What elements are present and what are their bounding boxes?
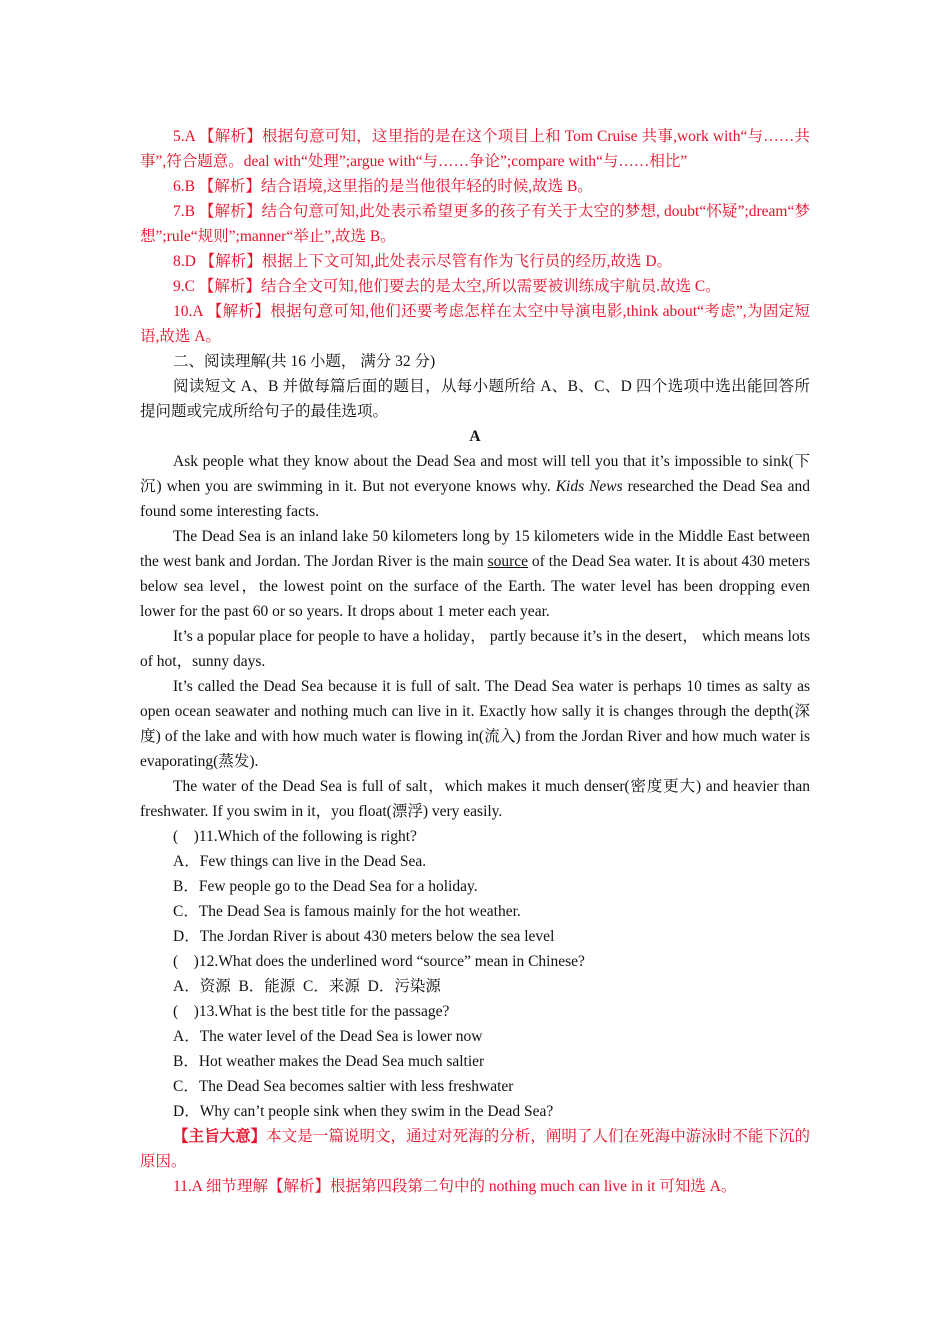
analysis-q10: 10.A 【解析】根据句意可知,他们还要考虑怎样在太空中导演电影,think about“考虑”,为固定短语,故选 A。	[140, 303, 810, 345]
analysis-q8: 8.D 【解析】根据上下文可知,此处表示尽管有作为飞行员的经历,故选 D。	[173, 253, 673, 270]
passage-paragraph-1	[140, 449, 810, 524]
section-instructions: 阅读短文 A、B 并做每篇后面的题目，从每小题所给 A、B、C、D 四个选项中选出能回答所提问题或完成所给句子的最佳选项。	[140, 378, 810, 420]
document-page	[140, 124, 810, 1199]
analysis-q6: 6.B 【解析】结合语境,这里指的是当他很年轻的时候,故选 B。	[173, 178, 593, 195]
section-title: 二、阅读理解(共 16 小题， 满分 32 分)	[173, 353, 436, 370]
passage-label: A	[469, 428, 481, 445]
question-11-option-d: D．The Jordan River is about 430 meters below the sea level	[173, 928, 555, 945]
question-13-option-b: B．Hot weather makes the Dead Sea much saltier	[173, 1053, 485, 1070]
passage-p1-text-a: Ask people what they know about the Dead Sea and most will tell you that it’s impossible to sink(下沉) when you are swimming in it. But not everyone knows why.	[140, 453, 810, 495]
analysis-q7: 7.B 【解析】结合句意可知,此处表示希望更多的孩子有关于太空的梦想, doubt“怀疑”;dream“梦想”;rule“规则”;manner“举止”,故选 B。	[140, 203, 810, 245]
question-12-options: A．资源 B．能源 C．来源 D．污染源	[173, 978, 441, 995]
question-13-stem: ( )13.What is the best title for the passage?	[173, 1003, 450, 1020]
question-11-stem: ( )11.Which of the following is right?	[173, 828, 417, 845]
passage-p2-text-b: of the Dead Sea water. It is about 430 meters below sea level，the lowest point on the surface of the Earth. The water level has been dropping even lower for the past 60 or so years. It drops about 1 meter each year.	[140, 553, 810, 620]
question-13-option-a: A．The water level of the Dead Sea is lower now	[173, 1028, 483, 1045]
main-idea-text: 本文是一篇说明文，通过对死海的分析，阐明了人们在死海中游泳时不能下沉的原因。	[140, 1128, 810, 1170]
analysis-q9: 9.C 【解析】结合全文可知,他们要去的是太空,所以需要被训练成宇航员.故选 C。	[173, 278, 721, 295]
question-13-option-c: C．The Dead Sea becomes saltier with less freshwater	[173, 1078, 514, 1095]
question-13-option-d: D．Why can’t people sink when they swim in the Dead Sea?	[173, 1103, 554, 1120]
passage-paragraph-2	[140, 524, 810, 624]
question-11-option-a: A．Few things can live in the Dead Sea.	[173, 853, 427, 870]
question-11-option-c: C．The Dead Sea is famous mainly for the hot weather.	[173, 903, 521, 920]
main-idea-label: 【主旨大意】	[173, 1128, 267, 1145]
underlined-word-source: source	[487, 553, 529, 570]
analysis-q5: 5.A 【解析】根据句意可知，这里指的是在这个项目上和 Tom Cruise 共事,work with“与……共事”,符合题意。deal with“处理”;argue with“与……争论”;compare with“与……相比”	[140, 128, 810, 170]
analysis-q11: 11.A 细节理解【解析】根据第四段第二句中的 nothing much can live in it 可知选 A。	[173, 1178, 737, 1195]
passage-paragraph-5: The water of the Dead Sea is full of salt，which makes it much denser(密度更大) and heavier than freshwater. If you swim in it，you float(漂浮) very easily.	[140, 778, 810, 820]
passage-p1-italic: Kids News	[555, 478, 623, 495]
question-11-option-b: B．Few people go to the Dead Sea for a holiday.	[173, 878, 478, 895]
passage-p1-text-b: researched the Dead Sea and found some interesting facts.	[140, 478, 810, 520]
passage-paragraph-3: It’s a popular place for people to have a holiday， partly because it’s in the desert， which means lots of hot，sunny days.	[140, 628, 810, 670]
passage-p2-text-a: The Dead Sea is an inland lake 50 kilometers long by 15 kilometers wide in the Middle East between the west bank and Jordan. The Jordan River is the main	[140, 528, 810, 570]
main-idea	[140, 1124, 810, 1174]
question-12-stem: ( )12.What does the underlined word “source” mean in Chinese?	[173, 953, 585, 970]
passage-paragraph-4: It’s called the Dead Sea because it is full of salt. The Dead Sea water is perhaps 10 times as salty as open ocean seawater and nothing much can live in it. Exactly how sally it is changes through the depth(深度) of the lake and with how much water is flowing in(流入) from the Jordan River and how much water is evaporating(蒸发).	[140, 678, 810, 770]
